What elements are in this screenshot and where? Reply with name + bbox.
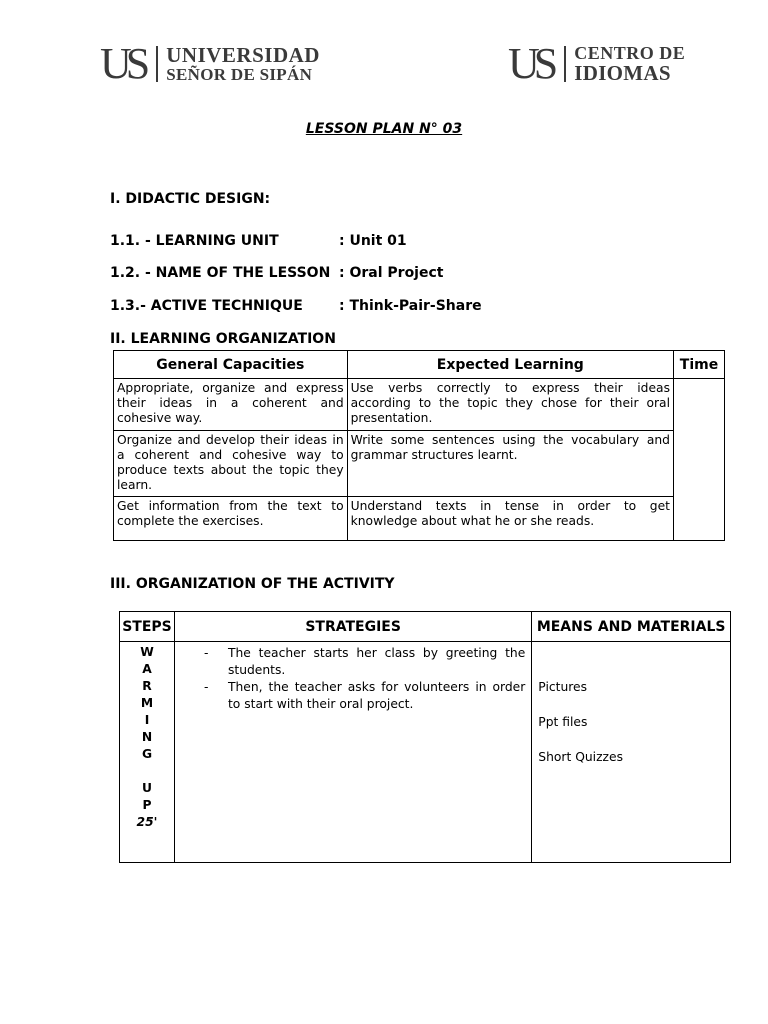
logo-line-1: CENTRO DE: [574, 42, 686, 63]
universidad-logo: [100, 39, 320, 88]
lesson-name-value: : Oral Project: [339, 265, 444, 281]
step-letter: G: [141, 747, 153, 761]
table-row: [120, 642, 731, 863]
steps-cell: [120, 642, 175, 863]
column-header: General Capacities: [114, 351, 348, 379]
capacity-cell: Get information from the text to complete the exercises.: [114, 497, 348, 541]
step-letter: U: [141, 781, 152, 795]
table-row: [114, 431, 725, 497]
section-heading-didactic-design: I. DIDACTIC DESIGN:: [110, 191, 271, 207]
table-row: [114, 497, 725, 541]
lesson-name-label: 1.2. - NAME OF THE LESSON: [110, 265, 331, 281]
active-technique-value: : Think-Pair-Share: [339, 298, 482, 314]
step-letter: N: [141, 730, 153, 744]
materials-cell: [532, 642, 731, 863]
table-header-row: [120, 612, 731, 642]
column-header: STRATEGIES: [174, 612, 531, 642]
list-item: - The teacher starts her class by greeting the students.: [176, 645, 525, 679]
learning-organization-table: [113, 350, 725, 541]
list-item: - Then, the teacher asks for volunteers in order to start with their oral project.: [176, 679, 525, 713]
column-header: STEPS: [120, 612, 175, 642]
step-letter: A: [142, 662, 152, 676]
section-heading-organization-activity: III. ORGANIZATION OF THE ACTIVITY: [110, 576, 395, 592]
page-title: LESSON PLAN N° 03: [305, 121, 463, 137]
logo-line-2: IDIOMAS: [574, 61, 671, 86]
list-item: Pictures: [538, 680, 587, 694]
column-header: Expected Learning: [347, 351, 673, 379]
logo-divider: [564, 46, 566, 82]
learning-unit-value: : Unit 01: [339, 233, 407, 249]
centro-idiomas-logo: [508, 39, 686, 88]
list-item: Ppt files: [538, 715, 588, 729]
step-letter: R: [142, 679, 152, 693]
capacity-cell: Organize and develop their ideas in a coherent and cohesive way to produce texts about the topic they learn.: [114, 431, 348, 497]
step-letter: I: [144, 713, 150, 727]
active-technique-label: 1.3.- ACTIVE TECHNIQUE: [110, 298, 303, 314]
learning-cell: Use verbs correctly to express their ideas according to the topic they chose for their oral presentation.: [347, 379, 673, 431]
learning-cell: Write some sentences using the vocabulary and grammar structures learnt.: [347, 431, 673, 497]
step-time: 25': [136, 815, 158, 829]
uss-logo-mark: US: [100, 39, 145, 88]
table-row: [114, 379, 725, 431]
column-header: MEANS AND MATERIALS: [532, 612, 731, 642]
list-item: Short Quizzes: [538, 750, 623, 764]
step-letter: P: [142, 798, 152, 812]
strategies-list: [176, 645, 525, 713]
section-heading-learning-organization: II. LEARNING ORGANIZATION: [110, 331, 336, 347]
capacity-cell: Appropriate, organize and express their ideas in a coherent and cohesive way.: [114, 379, 348, 431]
step-letter: W: [140, 645, 154, 659]
activity-organization-table: [119, 611, 731, 863]
logo-line-2: SEÑOR DE SIPÁN: [166, 65, 313, 85]
strategies-cell: [174, 642, 531, 863]
learning-cell: Understand texts in tense in order to get knowledge about what he or she reads.: [347, 497, 673, 541]
step-letter: [121, 763, 173, 780]
step-letter: M: [140, 696, 154, 710]
learning-unit-label: 1.1. - LEARNING UNIT: [110, 233, 279, 249]
time-cell: [674, 379, 725, 541]
column-header: Time: [674, 351, 725, 379]
uss-logo-mark: US: [508, 39, 553, 88]
logo-line-1: UNIVERSIDAD: [166, 43, 320, 68]
table-header-row: [114, 351, 725, 379]
logo-divider: [156, 46, 158, 82]
